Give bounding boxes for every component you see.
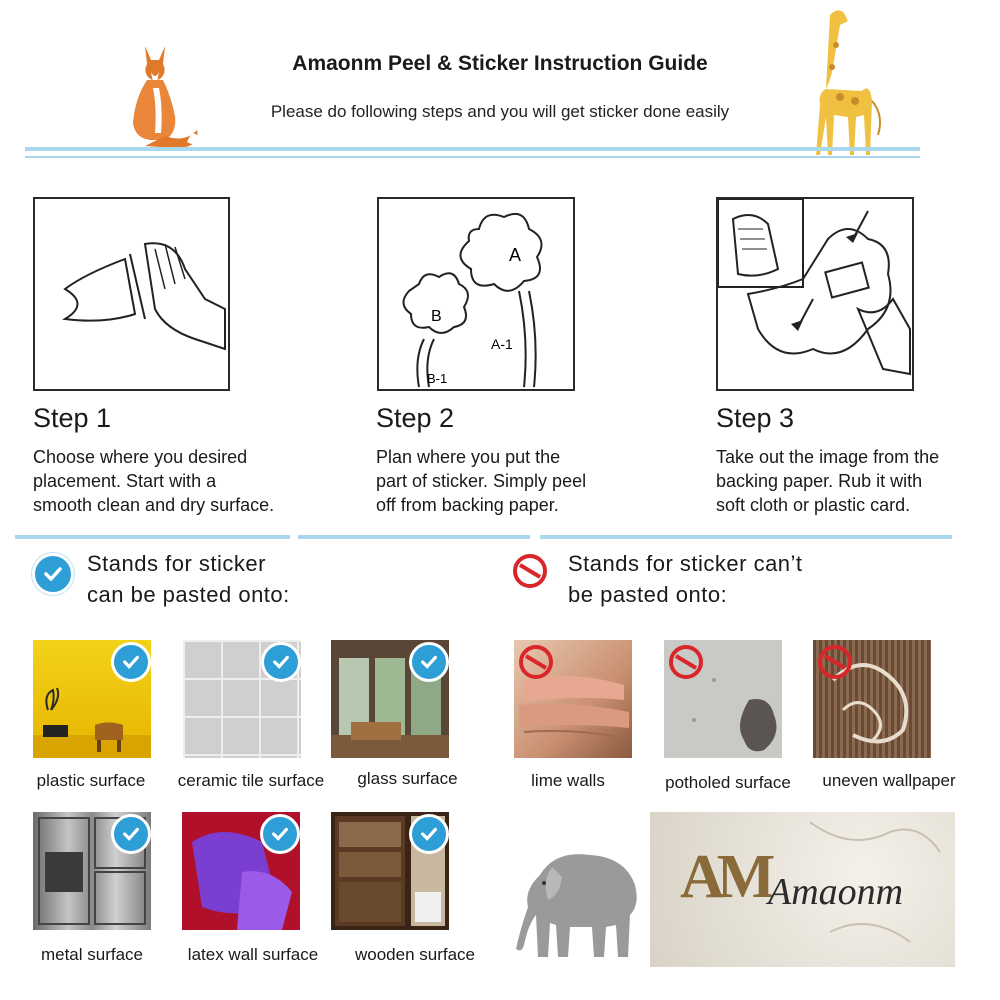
plastic-check-icon bbox=[111, 642, 151, 682]
metal-check-icon bbox=[111, 814, 151, 854]
check-icon bbox=[32, 553, 74, 595]
cannot-paste-heading bbox=[568, 548, 803, 610]
label-b: B bbox=[431, 308, 442, 325]
ceramic-tile-surface-label: ceramic tile surface bbox=[177, 771, 325, 790]
header-divider bbox=[25, 147, 920, 151]
label-b1: B-1 bbox=[427, 371, 448, 386]
cannot-paste-line-2: be pasted onto: bbox=[568, 582, 728, 607]
wooden-check-icon bbox=[409, 814, 449, 854]
latex-wall-image bbox=[182, 812, 300, 930]
step2-title: Step 2 bbox=[376, 403, 455, 433]
can-paste-heading bbox=[87, 548, 290, 610]
step3-title: Step 3 bbox=[716, 403, 795, 433]
glass-surface-label: glass surface bbox=[357, 769, 458, 788]
wooden-surface-label: wooden surface bbox=[354, 945, 476, 964]
page-subtitle: Please do following steps and you will get sticker done easily bbox=[270, 102, 730, 121]
plastic-surface-image bbox=[33, 640, 151, 758]
plastic-surface-label: plastic surface bbox=[36, 771, 146, 790]
section-divider-1 bbox=[15, 535, 290, 539]
giraffe-illustration bbox=[800, 5, 890, 163]
step1-illustration bbox=[33, 197, 230, 391]
peel-and-rub-icon bbox=[718, 199, 912, 389]
step3-line-1: Take out the image from the bbox=[716, 447, 940, 467]
step2-line-3: off from backing paper. bbox=[376, 495, 559, 515]
latex-wall-surface-label: latex wall surface bbox=[187, 945, 319, 964]
step2-illustration bbox=[377, 197, 575, 391]
wooden-surface-image bbox=[331, 812, 449, 930]
potholed-surface-image bbox=[664, 640, 782, 758]
label-a: A bbox=[509, 245, 522, 265]
lime-prohibited-icon bbox=[518, 644, 554, 680]
page-title: Amaonm Peel & Sticker Instruction Guide bbox=[292, 52, 708, 75]
step1-line-2: placement. Start with a bbox=[33, 471, 217, 491]
logo-monogram: AM bbox=[680, 843, 768, 911]
can-paste-line-1: Stands for sticker bbox=[87, 551, 266, 576]
latex-check-icon bbox=[260, 814, 300, 854]
uneven-wallpaper-image bbox=[813, 640, 931, 758]
label-a1: A-1 bbox=[491, 336, 513, 352]
step2-line-2: part of sticker. Simply peel bbox=[376, 471, 587, 491]
step3-description bbox=[716, 445, 939, 517]
step3-illustration bbox=[716, 197, 914, 391]
prohibited-icon bbox=[512, 553, 548, 589]
step1-title: Step 1 bbox=[33, 403, 112, 433]
can-paste-line-2: can be pasted onto: bbox=[87, 582, 290, 607]
step1-description bbox=[33, 445, 274, 517]
flower-sticker-parts-icon bbox=[379, 199, 573, 389]
step1-line-1: Choose where you desired bbox=[33, 447, 248, 467]
step3-line-2: backing paper. Rub it with bbox=[716, 471, 923, 491]
wallpaper-prohibited-icon bbox=[817, 644, 853, 680]
step1-line-3: smooth clean and dry surface. bbox=[33, 495, 275, 515]
step3-line-3: soft cloth or plastic card. bbox=[716, 495, 911, 515]
metal-surface-label: metal surface bbox=[40, 945, 144, 964]
step2-description bbox=[376, 445, 586, 517]
glass-surface-image bbox=[331, 640, 449, 758]
section-divider-3 bbox=[540, 535, 952, 539]
potholed-surface-label: potholed surface bbox=[665, 773, 791, 792]
cannot-paste-line-1: Stands for sticker can’t bbox=[568, 551, 803, 576]
hand-smoothing-icon bbox=[35, 199, 228, 389]
brand-logo-panel bbox=[650, 812, 955, 967]
uneven-wallpaper-label: uneven wallpaper bbox=[822, 771, 956, 790]
elephant-illustration bbox=[510, 845, 645, 965]
lime-walls-label: lime walls bbox=[531, 771, 605, 790]
step2-line-1: Plan where you put the bbox=[376, 447, 561, 467]
potholed-prohibited-icon bbox=[668, 644, 704, 680]
section-divider-2 bbox=[298, 535, 530, 539]
header-divider-thin bbox=[25, 156, 920, 158]
glass-check-icon bbox=[409, 642, 449, 682]
ceramic-check-icon bbox=[261, 642, 301, 682]
lime-walls-image bbox=[514, 640, 632, 758]
ceramic-tile-image bbox=[183, 640, 301, 758]
brand-name: Amaonm bbox=[768, 871, 904, 913]
metal-surface-image bbox=[33, 812, 151, 930]
